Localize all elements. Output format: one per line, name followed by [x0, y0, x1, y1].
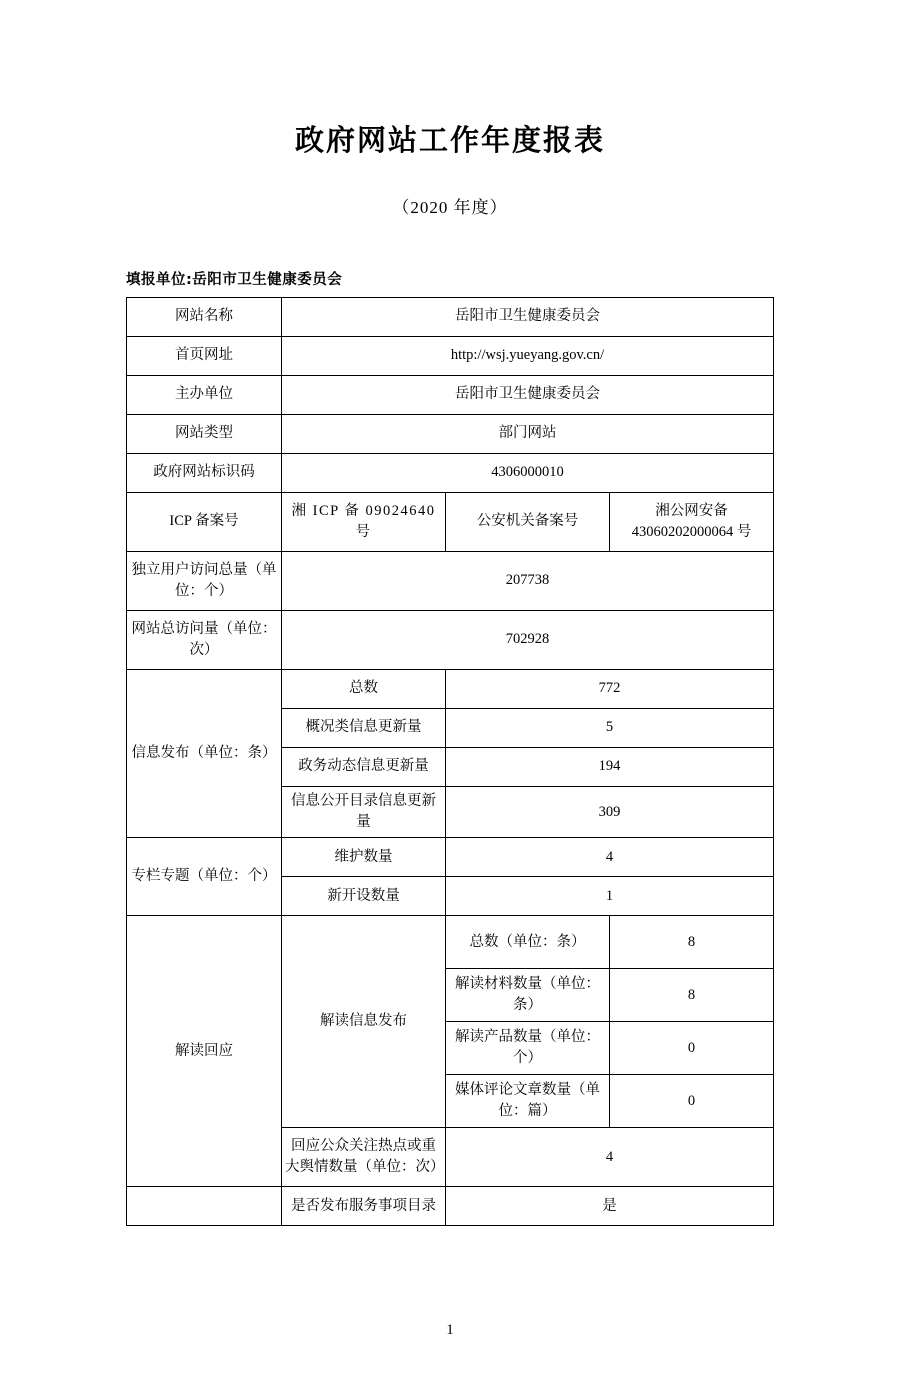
column-topic-label: 专栏专题（单位：个） [127, 838, 282, 916]
info-publish-item-name: 总数 [282, 670, 446, 709]
police-record-label: 公安机关备案号 [446, 493, 610, 552]
homepage-value: http://wsj.yueyang.gov.cn/ [282, 337, 774, 376]
info-publish-item-name: 概况类信息更新量 [282, 709, 446, 748]
table-row [127, 415, 774, 454]
total-visits-value: 702928 [282, 611, 774, 670]
column-topic-item-value: 4 [446, 838, 774, 877]
table-row [127, 376, 774, 415]
service-directory-label: 是否发布服务事项目录 [282, 1187, 446, 1226]
interpret-item-name: 解读产品数量（单位：个） [446, 1022, 610, 1075]
gov-code-value: 4306000010 [282, 454, 774, 493]
hotspot-response-value: 4 [446, 1128, 774, 1187]
page-subtitle: （2020 年度） [392, 198, 508, 217]
table-row [127, 916, 774, 969]
info-publish-item-value: 309 [446, 787, 774, 838]
site-name-label: 网站名称 [127, 298, 282, 337]
icp-value: 湘 ICP 备 09024640 号 [282, 493, 446, 552]
sponsor-value: 岳阳市卫生健康委员会 [282, 376, 774, 415]
info-publish-item-value: 194 [446, 748, 774, 787]
interpret-item-name: 媒体评论文章数量（单位：篇） [446, 1075, 610, 1128]
site-type-label: 网站类型 [127, 415, 282, 454]
gov-code-label: 政府网站标识码 [127, 454, 282, 493]
interpret-item-value: 8 [610, 969, 774, 1022]
page-number: 1 [446, 1322, 454, 1338]
info-publish-item-name: 信息公开目录信息更新量 [282, 787, 446, 838]
icp-label: ICP 备案号 [127, 493, 282, 552]
interpret-item-value: 8 [610, 916, 774, 969]
info-publish-item-value: 5 [446, 709, 774, 748]
column-topic-item-name: 新开设数量 [282, 877, 446, 916]
police-record-value: 湘公网安备 43060202000064 号 [610, 493, 774, 552]
total-visits-label: 网站总访问量（单位：次） [127, 611, 282, 670]
info-publish-label: 信息发布（单位：条） [127, 670, 282, 838]
interpret-response-label: 解读回应 [127, 916, 282, 1187]
annual-report-table [126, 297, 774, 1226]
table-row [127, 552, 774, 611]
interpret-item-name: 总数（单位：条） [446, 916, 610, 969]
unique-visitors-value: 207738 [282, 552, 774, 611]
interpret-item-name: 解读材料数量（单位：条） [446, 969, 610, 1022]
unique-visitors-label: 独立用户访问总量（单位：个） [127, 552, 282, 611]
site-type-value: 部门网站 [282, 415, 774, 454]
table-row [127, 611, 774, 670]
info-publish-item-value: 772 [446, 670, 774, 709]
table-row [127, 838, 774, 877]
column-topic-item-name: 维护数量 [282, 838, 446, 877]
table-row [127, 670, 774, 709]
homepage-label: 首页网址 [127, 337, 282, 376]
column-topic-item-value: 1 [446, 877, 774, 916]
hotspot-response-label: 回应公众关注热点或重大舆情数量（单位：次） [282, 1128, 446, 1187]
interpret-publish-label: 解读信息发布 [282, 916, 446, 1128]
service-directory-value: 是 [446, 1187, 774, 1226]
interpret-item-value: 0 [610, 1075, 774, 1128]
interpret-item-value: 0 [610, 1022, 774, 1075]
reporting-unit-label: 填报单位:岳阳市卫生健康委员会 [126, 272, 343, 288]
site-name-value: 岳阳市卫生健康委员会 [282, 298, 774, 337]
info-publish-item-name: 政务动态信息更新量 [282, 748, 446, 787]
table-row [127, 493, 774, 552]
table-row [127, 454, 774, 493]
table-row [127, 298, 774, 337]
empty-label-cell [127, 1187, 282, 1226]
page-title: 政府网站工作年度报表 [294, 123, 605, 157]
document-page [0, 118, 900, 1391]
sponsor-label: 主办单位 [127, 376, 282, 415]
table-row [127, 1187, 774, 1226]
table-row [127, 337, 774, 376]
